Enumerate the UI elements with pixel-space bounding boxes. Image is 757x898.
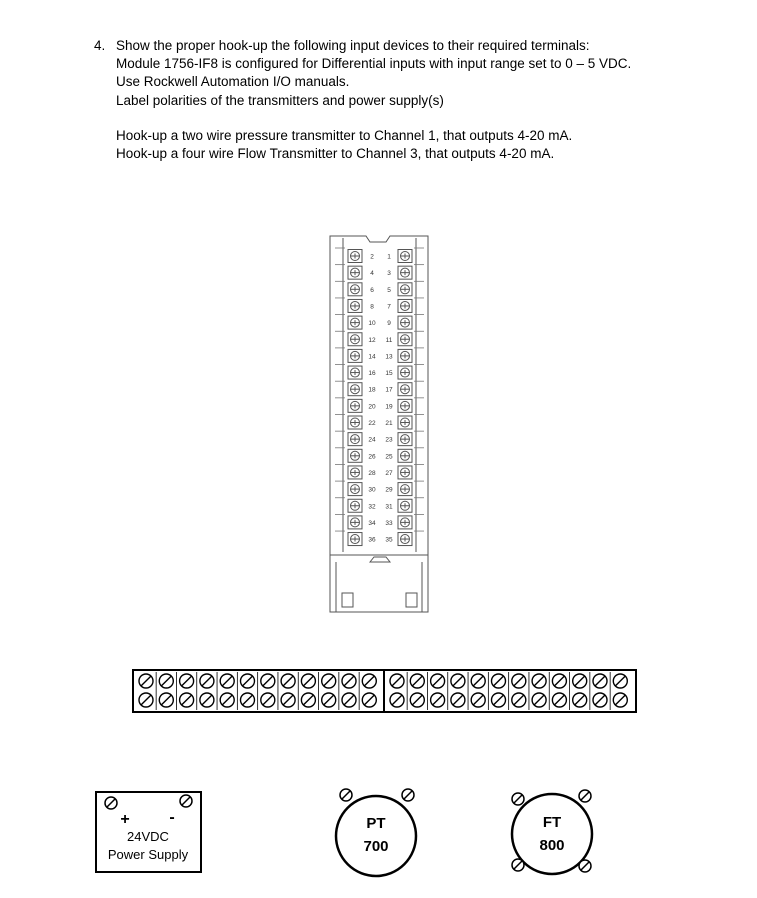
module-terminal-label: 20 [368,403,376,411]
module-terminal-screw-1[interactable] [398,250,412,263]
module-terminal-screw-34[interactable] [348,516,362,529]
module-terminal-label: 24 [368,436,376,444]
module-terminal-screw-18[interactable] [348,383,362,396]
module-terminal-label: 13 [385,353,393,361]
module-terminal-label: 10 [368,320,376,328]
terminal-strip-screw[interactable] [613,693,627,707]
module-terminal-screw-23[interactable] [398,433,412,446]
module-terminal-screw-12[interactable] [348,333,362,346]
terminal-strip-screw[interactable] [241,674,255,688]
module-terminal-screw-19[interactable] [398,399,412,412]
io-module [330,236,428,612]
terminal-strip-screw[interactable] [552,693,566,707]
terminal-strip-screw[interactable] [532,693,546,707]
terminal-strip-screw[interactable] [532,674,546,688]
module-terminal-label: 18 [368,386,376,394]
power-supply [96,792,201,872]
pressure-transmitter-tag: PT [366,815,386,832]
module-terminal-label: 29 [385,486,393,494]
module-terminal-screw-5[interactable] [398,283,412,296]
module-outline [330,236,428,612]
terminal-strip-screw[interactable] [390,693,404,707]
module-terminal-screw-3[interactable] [398,266,412,279]
terminal-strip-screw[interactable] [573,674,587,688]
terminal-strip-screw[interactable] [200,674,214,688]
terminal-strip-screw[interactable] [241,693,255,707]
module-terminal-screw-14[interactable] [348,349,362,362]
module-terminal-screw-2[interactable] [348,250,362,263]
flow-transmitter-screw-bottom-right[interactable] [579,860,591,872]
terminal-strip-screw[interactable] [220,674,234,688]
flow-transmitter-tag: FT [542,814,562,831]
module-terminal-screw-30[interactable] [348,483,362,496]
module-terminal-label: 14 [368,353,376,361]
terminal-strip-screw[interactable] [471,693,485,707]
pressure-transmitter-screw-left[interactable] [340,789,352,801]
module-terminal-label: 7 [387,303,391,311]
terminal-strip-screw[interactable] [431,693,445,707]
power-supply-title: Power Supply [107,847,189,862]
module-terminal-label: 22 [368,420,376,427]
power-supply-minus-label: - [169,809,175,826]
module-terminal-label: 11 [385,336,393,344]
terminal-strip-screw[interactable] [180,693,194,707]
module-terminal-screw-33[interactable] [398,516,412,529]
module-terminal-screw-11[interactable] [398,333,412,346]
terminal-strip-screw[interactable] [613,674,627,688]
module-terminal-label: 12 [368,336,376,344]
terminal-strip-screw[interactable] [261,674,275,688]
terminal-strip-screw[interactable] [180,674,194,688]
module-terminal-label: 35 [385,536,393,544]
module-terminal-screw-13[interactable] [398,349,412,362]
module-terminal-label: 27 [385,469,393,477]
terminal-strip-screw[interactable] [159,693,173,707]
module-terminal-screw-32[interactable] [348,499,362,512]
module-terminal-screw-22[interactable] [348,416,362,429]
module-terminal-screw-8[interactable] [348,299,362,312]
terminal-strip-screw[interactable] [139,693,153,707]
module-terminal-screw-36[interactable] [348,533,362,546]
terminal-strip-screw[interactable] [362,674,376,688]
module-terminal-screw-17[interactable] [398,383,412,396]
module-terminal-screw-28[interactable] [348,466,362,479]
flow-transmitter-number: 800 [539,837,565,854]
pressure-transmitter-body [336,796,416,876]
module-terminal-screw-26[interactable] [348,449,362,462]
terminal-strip-screw[interactable] [281,693,295,707]
module-terminal-label: 2 [370,253,374,261]
module-terminal-label: 3 [387,270,391,278]
terminal-strip-screw[interactable] [492,693,506,707]
terminal-strip-screw[interactable] [573,693,587,707]
module-terminal-screw-31[interactable] [398,499,412,512]
terminal-strip-screw[interactable] [552,674,566,688]
terminal-strip-screw[interactable] [451,674,465,688]
power-supply-plus-screw[interactable] [105,797,117,809]
module-terminal-label: 9 [387,320,391,328]
terminal-strip-screw[interactable] [410,674,424,688]
module-terminal-label: 28 [368,469,376,477]
power-supply-plus-label: + [120,811,130,828]
module-terminal-label: 16 [368,370,376,378]
flow-transmitter-screw-bottom-left[interactable] [512,859,524,871]
terminal-strip-screw[interactable] [342,693,356,707]
flow-transmitter-screw-top-left[interactable] [512,793,524,805]
module-terminal-screw-4[interactable] [348,266,362,279]
module-terminal-screw-6[interactable] [348,283,362,296]
module-latch [370,557,390,562]
question-line: Use Rockwell Automation I/O manuals. [116,74,350,90]
module-terminal-label: 8 [370,303,374,311]
task-line: Hook-up a two wire pressure transmitter to Channel 1, that outputs 4-20 mA. [116,127,573,143]
module-terminal-label: 4 [370,270,374,278]
module-terminal-label: 30 [368,486,376,494]
module-terminal-screw-15[interactable] [398,366,412,379]
terminal-strip-screw[interactable] [220,693,234,707]
module-terminal-label: 17 [385,386,393,394]
module-terminal-screw-35[interactable] [398,533,412,546]
power-supply-voltage: 24VDC [127,829,169,844]
module-terminal-label: 34 [368,519,376,527]
terminal-strip [133,670,636,712]
module-terminal-label: 25 [385,453,393,461]
question-line: Show the proper hook-up the following input devices to their required terminals: [116,38,590,53]
terminal-strip-screw[interactable] [139,674,153,688]
question-number: 4. [94,38,106,53]
terminal-strip-screw[interactable] [471,674,485,688]
task-line: Hook-up a four wire Flow Transmitter to Channel 3, that outputs 4-20 mA. [116,145,555,161]
module-terminal-screw-16[interactable] [348,366,362,379]
pressure-transmitter-number: 700 [363,838,389,855]
module-terminal-screw-25[interactable] [398,449,412,462]
pressure-transmitter [336,789,416,876]
module-terminal-label: 19 [385,403,393,411]
module-terminal-label: 36 [368,536,376,544]
module-release-tab-left [342,593,353,607]
terminal-strip-screw[interactable] [301,674,315,688]
power-supply-minus-screw[interactable] [180,795,192,807]
terminal-strip-screw[interactable] [492,674,506,688]
module-terminal-screw-29[interactable] [398,483,412,496]
terminal-strip-screw[interactable] [362,693,376,707]
terminal-strip-screw[interactable] [159,674,173,688]
terminal-strip-screw[interactable] [410,693,424,707]
terminal-strip-screw[interactable] [281,674,295,688]
module-terminal-label: 1 [387,253,391,261]
module-terminal-screw-27[interactable] [398,466,412,479]
module-terminal-screw-9[interactable] [398,316,412,329]
module-terminal-label: 6 [370,286,374,294]
terminal-strip-screw[interactable] [593,693,607,707]
question-line: Module 1756-IF8 is configured for Differential inputs with input range set to 0 – 5 VDC. [116,56,632,72]
terminal-strip-screw[interactable] [593,674,607,688]
pressure-transmitter-screw-right[interactable] [402,789,414,801]
terminal-strip-screw[interactable] [431,674,445,688]
terminal-strip-screw[interactable] [342,674,356,688]
module-terminal-screw-20[interactable] [348,399,362,412]
module-terminal-label: 15 [385,370,393,378]
flow-transmitter-screw-top-right[interactable] [579,790,591,802]
module-terminal-screw-24[interactable] [348,433,362,446]
module-terminal-label: 33 [385,519,393,527]
terminal-strip-screw[interactable] [451,693,465,707]
terminal-strip-screw[interactable] [301,693,315,707]
terminal-strip-screw[interactable] [512,693,526,707]
terminal-strip-screw[interactable] [200,693,214,707]
terminal-strip-screw[interactable] [322,674,336,688]
module-terminal-screw-21[interactable] [398,416,412,429]
terminal-strip-screw[interactable] [322,693,336,707]
module-terminal-screw-7[interactable] [398,299,412,312]
terminal-strip-screw[interactable] [390,674,404,688]
module-terminal-label: 23 [385,436,393,444]
module-terminal-label: 32 [368,503,376,511]
terminal-strip-screw[interactable] [261,693,275,707]
module-terminal-label: 5 [387,286,391,294]
flow-transmitter [512,790,592,874]
module-terminal-screw-10[interactable] [348,316,362,329]
terminal-strip-screw[interactable] [512,674,526,688]
module-terminal-label: 31 [385,503,393,511]
question-line: Label polarities of the transmitters and power supply(s) [116,92,444,108]
module-terminal-label: 26 [368,453,376,461]
module-terminal-label: 21 [385,420,393,427]
module-release-tab-right [406,593,417,607]
